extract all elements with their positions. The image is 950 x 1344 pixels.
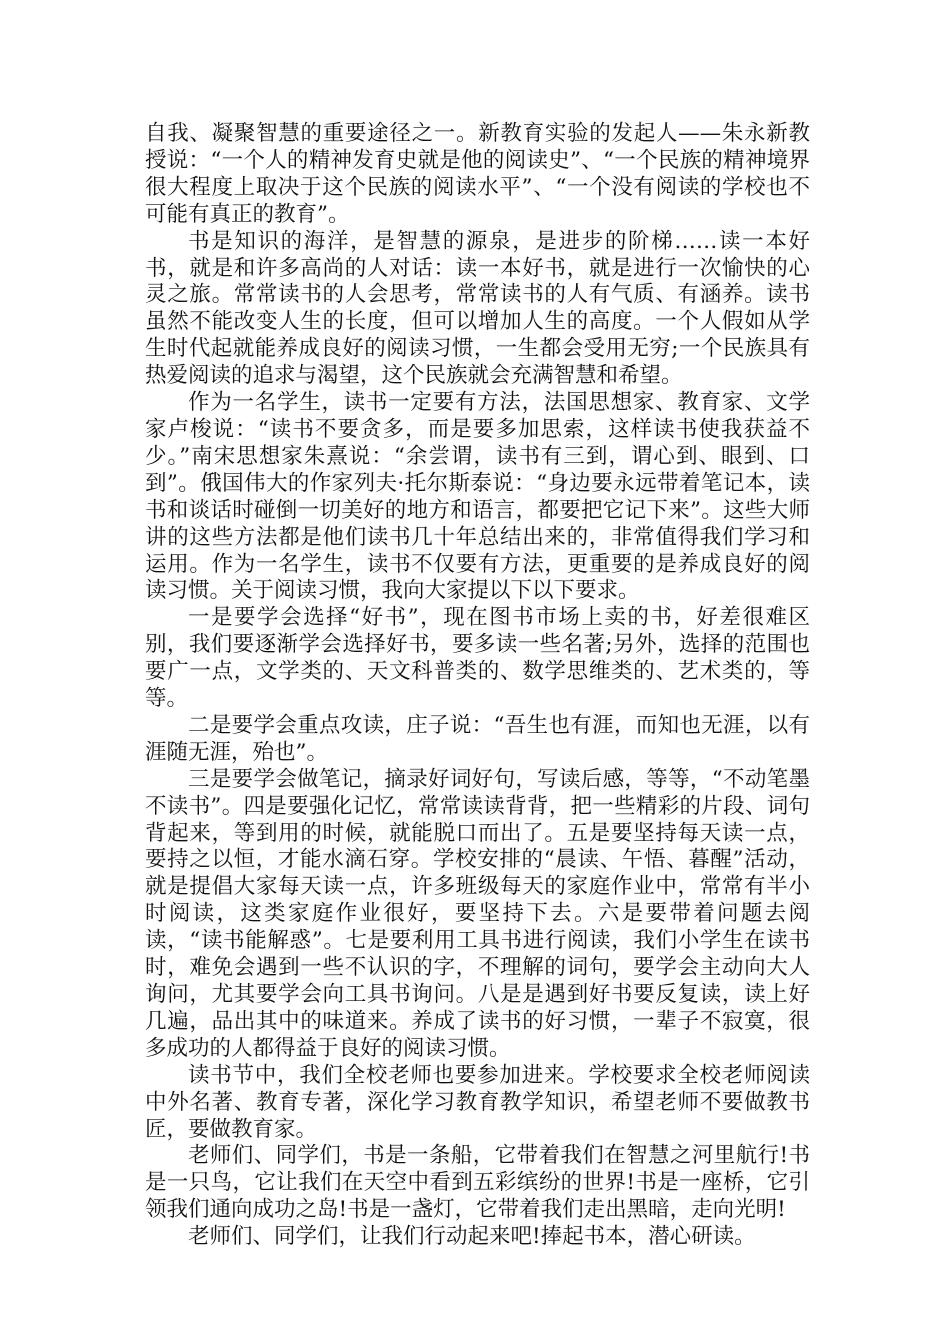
paragraph-4: 一是要学会选择“好书”，现在图书市场上卖的书，好差很难区别，我们要逐渐学会选择好书，要多读一些名著;另外，选择的范围也要广一点，文学类的、天文科普类的、数学思维类的、艺术类的，等等。 [145,605,810,712]
paragraph-5: 二是要学会重点攻读，庄子说：“吾生也有涯，而知也无涯，以有涯随无涯，殆也”。 [145,712,810,765]
document-body [145,121,810,1251]
paragraph-2: 书是知识的海洋，是智慧的源泉，是进步的阶梯……读一本好书，就是和许多高尚的人对话：读一本好书，就是进行一次愉快的心灵之旅。常常读书的人会思考，常常读书的人有气质、有涵养。读书虽然不能改变人生的长度，但可以增加人生的高度。一个人假如从学生时代起就能养成良好的阅读习惯，一生都会受用无穷;一个民族具有热爱阅读的追求与渴望，这个民族就会充满智慧和希望。 [145,228,810,389]
paragraph-9: 老师们、同学们，让我们行动起来吧!捧起书本，潜心研读。 [188,1224,756,1250]
paragraph-1: 自我、凝聚智慧的重要途径之一。新教育实验的发起人——朱永新教授说：“一个人的精神发育史就是他的阅读史”、“一个民族的精神境界很大程度上取决于这个民族的阅读水平”、“一个没有阅读的学校也不可能有真正的教育”。 [145,121,810,227]
paragraph-6: 三是要学会做笔记，摘录好词好句，写读后感，等等，“不动笔墨不读书”。四是要强化记忆，常常读读背背，把一些精彩的片段、词句背起来，等到用的时候，就能脱口而出了。五是要坚持每天读一点，要持之以恒，才能水滴石穿。学校安排的“晨读、午悟、暮醒”活动，就是提倡大家每天读一点，许多班级每天的家庭作业中，常常有半小时阅读，这类家庭作业很好，要坚持下去。六是要带着问题去阅读，“读书能解惑”。七是要利用工具书进行阅读，我们小学生在读书时，难免会遇到一些不认识的字，不理解的词句，要学会主动向大人询问，尤其要学会向工具书询问。八是是遇到好书要反复读，读上好几遍，品出其中的味道来。养成了读书的好习惯，一辈子不寂寞，很多成功的人都得益于良好的阅读习惯。 [145,766,810,1061]
paragraph-8: 老师们、同学们，书是一条船，它带着我们在智慧之河里航行!书是一只鸟，它让我们在天空中看到五彩缤纷的世界!书是一座桥，它引领我们通向成功之岛!书是一盏灯，它带着我们走出黑暗，走向光明! [145,1143,810,1223]
paragraph-7: 读书节中，我们全校老师也要参加进来。学校要求全校老师阅读中外名著、教育专著，深化学习教育教学知识，希望老师不要做教书匠，要做教育家。 [145,1062,810,1142]
paragraph-3: 作为一名学生，读书一定要有方法，法国思想家、教育家、文学家卢梭说：“读书不要贪多，而是要多加思索，这样读书使我获益不少。”南宋思想家朱熹说：“余尝谓，读书有三到，谓心到、眼到、口到”。俄国伟大的作家列夫·托尔斯泰说：“身边要永远带着笔记本，读书和谈话时碰倒一切美好的地方和语言，都要把它记下来”。这些大师讲的这些方法都是他们读书几十年总结出来的，非常值得我们学习和运用。作为一名学生，读书不仅要有方法，更重要的是养成良好的阅读习惯。关于阅读习惯，我向大家提以下以下要求。 [145,390,810,604]
